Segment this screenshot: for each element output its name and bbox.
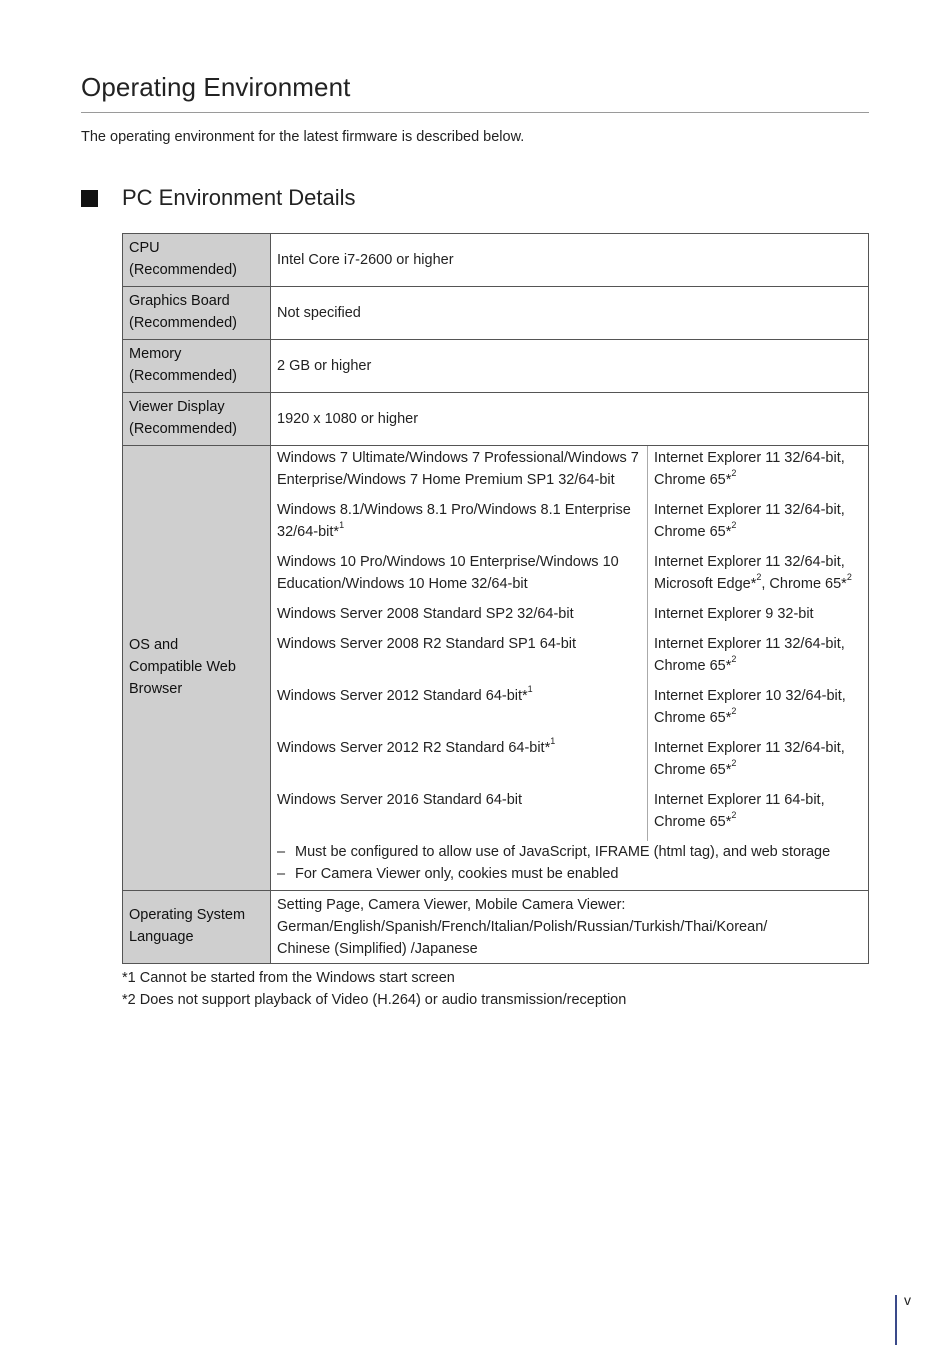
title-rule <box>81 112 869 113</box>
browser-text: , Chrome 65* <box>761 576 847 592</box>
row-label-memory <box>123 340 271 393</box>
label-line: Language <box>129 929 194 945</box>
footnote-2: *2 Does not support playback of Video (H.264) or audio transmission/reception <box>122 992 627 1008</box>
row-label-os <box>123 446 271 891</box>
page-title: Operating Environment <box>81 72 351 102</box>
browser-line <box>654 655 862 677</box>
row-value-memory: 2 GB or higher <box>271 340 869 393</box>
row-value-graphics: Not specified <box>271 287 869 340</box>
page-number: v <box>904 1292 911 1308</box>
label-line: Memory <box>129 346 182 362</box>
browser-line: Internet Explorer 11 32/64-bit, <box>654 740 845 756</box>
os-row <box>271 685 868 737</box>
browser-cell <box>648 446 869 499</box>
browser-text: Chrome 65* <box>654 472 732 488</box>
os-row <box>271 789 868 841</box>
note-dash: – <box>277 844 286 860</box>
label-line: (Recommended) <box>129 368 237 384</box>
browser-cell <box>648 551 869 603</box>
section-heading <box>81 185 356 211</box>
label-line: OS and <box>129 637 179 653</box>
page-number-bar <box>895 1295 897 1345</box>
browser-cell <box>648 685 869 737</box>
footnote-1: *1 Cannot be started from the Windows start screen <box>122 970 455 986</box>
row-label-graphics <box>123 287 271 340</box>
os-name-cell <box>271 446 648 499</box>
note-text: Must be configured to allow use of JavaScript, IFRAME (html tag), and web storage <box>295 844 831 860</box>
table-row-os <box>123 446 869 891</box>
os-row <box>271 551 868 603</box>
footnotes <box>122 967 626 1011</box>
label-line: Compatible Web <box>129 659 236 675</box>
os-name-cell <box>271 789 648 841</box>
browser-text: Chrome 65* <box>654 814 732 830</box>
row-label-language <box>123 891 271 964</box>
browser-line: Internet Explorer 11 32/64-bit, <box>654 636 845 652</box>
table-row-memory <box>123 340 869 393</box>
os-name-cell <box>271 685 648 737</box>
label-line: (Recommended) <box>129 262 237 278</box>
os-row <box>271 446 868 499</box>
os-name-text: Windows Server 2008 Standard SP2 32/64-bit <box>277 606 574 622</box>
os-row <box>271 603 868 633</box>
os-browser-cell <box>271 446 869 891</box>
browser-cell <box>648 499 869 551</box>
environment-table <box>122 233 869 964</box>
note-line <box>277 863 862 885</box>
os-name-cell <box>271 603 648 633</box>
footnote-ref: 2 <box>731 654 737 665</box>
footnote-ref: 2 <box>731 758 737 769</box>
browser-line: Internet Explorer 11 32/64-bit, <box>654 502 845 518</box>
browser-text: Chrome 65* <box>654 762 732 778</box>
os-name-cell <box>271 551 648 603</box>
footnote-ref: 1 <box>339 520 345 531</box>
browser-line <box>654 707 862 729</box>
footnote-ref: 2 <box>731 468 737 479</box>
os-name-text: Windows 8.1/Windows 8.1 Pro/Windows 8.1 Enterprise 32/64-bit* <box>277 502 631 540</box>
label-line: Graphics Board <box>129 293 230 309</box>
browser-line <box>654 573 862 595</box>
square-bullet-icon <box>81 190 98 207</box>
browser-line: Internet Explorer 11 32/64-bit, <box>654 450 845 466</box>
language-line: Setting Page, Camera Viewer, Mobile Camera Viewer: <box>277 897 626 913</box>
label-line: (Recommended) <box>129 315 237 331</box>
browser-line: Internet Explorer 9 32-bit <box>654 606 814 622</box>
os-name-text: Windows Server 2012 Standard 64-bit* <box>277 688 528 704</box>
row-value-display: 1920 x 1080 or higher <box>271 393 869 446</box>
os-row <box>271 737 868 789</box>
os-name-text: Windows Server 2008 R2 Standard SP1 64-bit <box>277 636 577 652</box>
footnote-ref: 2 <box>731 706 737 717</box>
browser-line: Internet Explorer 11 64-bit, <box>654 792 825 808</box>
browser-line <box>654 759 862 781</box>
label-line: CPU <box>129 240 160 256</box>
browser-text: Chrome 65* <box>654 710 732 726</box>
footnote-ref: 2 <box>846 572 852 583</box>
browser-line: Internet Explorer 11 32/64-bit, <box>654 554 845 570</box>
section-heading-text: PC Environment Details <box>122 185 356 210</box>
os-browser-table <box>271 446 868 841</box>
language-line: Chinese (Simplified) /Japanese <box>277 941 478 957</box>
browser-cell <box>648 603 869 633</box>
os-name-text: Windows Server 2012 R2 Standard 64-bit* <box>277 740 551 756</box>
language-line: German/English/Spanish/French/Italian/Polish/Russian/Turkish/Thai/Korean/ <box>277 919 768 935</box>
footnote-ref: 2 <box>731 520 737 531</box>
browser-text: Microsoft Edge* <box>654 576 757 592</box>
browser-cell <box>648 789 869 841</box>
note-text: For Camera Viewer only, cookies must be enabled <box>295 866 619 882</box>
browser-text: Chrome 65* <box>654 658 732 674</box>
os-name-cell <box>271 499 648 551</box>
note-line <box>277 841 862 863</box>
intro-text: The operating environment for the latest firmware is described below. <box>81 129 525 145</box>
label-line: (Recommended) <box>129 421 237 437</box>
os-name-cell <box>271 633 648 685</box>
os-notes <box>271 841 868 890</box>
row-label-cpu <box>123 234 271 287</box>
note-dash: – <box>277 866 286 882</box>
os-name-text: Windows 10 Pro/Windows 10 Enterprise/Windows 10 Education/Windows 10 Home 32/64-bit <box>277 554 619 592</box>
os-row <box>271 499 868 551</box>
browser-text: Chrome 65* <box>654 524 732 540</box>
label-line: Browser <box>129 681 183 697</box>
os-name-text: Windows Server 2016 Standard 64-bit <box>277 792 523 808</box>
browser-cell <box>648 633 869 685</box>
os-name-cell <box>271 737 648 789</box>
browser-line <box>654 521 862 543</box>
browser-line <box>654 811 862 833</box>
label-line: Operating System <box>129 907 246 923</box>
table-row-graphics <box>123 287 869 340</box>
label-line: Viewer Display <box>129 399 225 415</box>
row-label-display <box>123 393 271 446</box>
footnote-ref: 1 <box>527 684 533 695</box>
row-value-language <box>271 891 869 964</box>
table-row-display <box>123 393 869 446</box>
browser-cell <box>648 737 869 789</box>
table-row-language <box>123 891 869 964</box>
footnote-ref: 1 <box>550 736 556 747</box>
browser-line <box>654 469 862 491</box>
os-name-text: Windows 7 Ultimate/Windows 7 Professional/Windows 7 Enterprise/Windows 7 Home Premium SP1 32/64-bit <box>277 450 639 488</box>
row-value-cpu: Intel Core i7-2600 or higher <box>271 234 869 287</box>
table-row-cpu <box>123 234 869 287</box>
footnote-ref: 2 <box>756 572 762 583</box>
os-row <box>271 633 868 685</box>
footnote-ref: 2 <box>731 810 737 821</box>
browser-line: Internet Explorer 10 32/64-bit, <box>654 688 846 704</box>
